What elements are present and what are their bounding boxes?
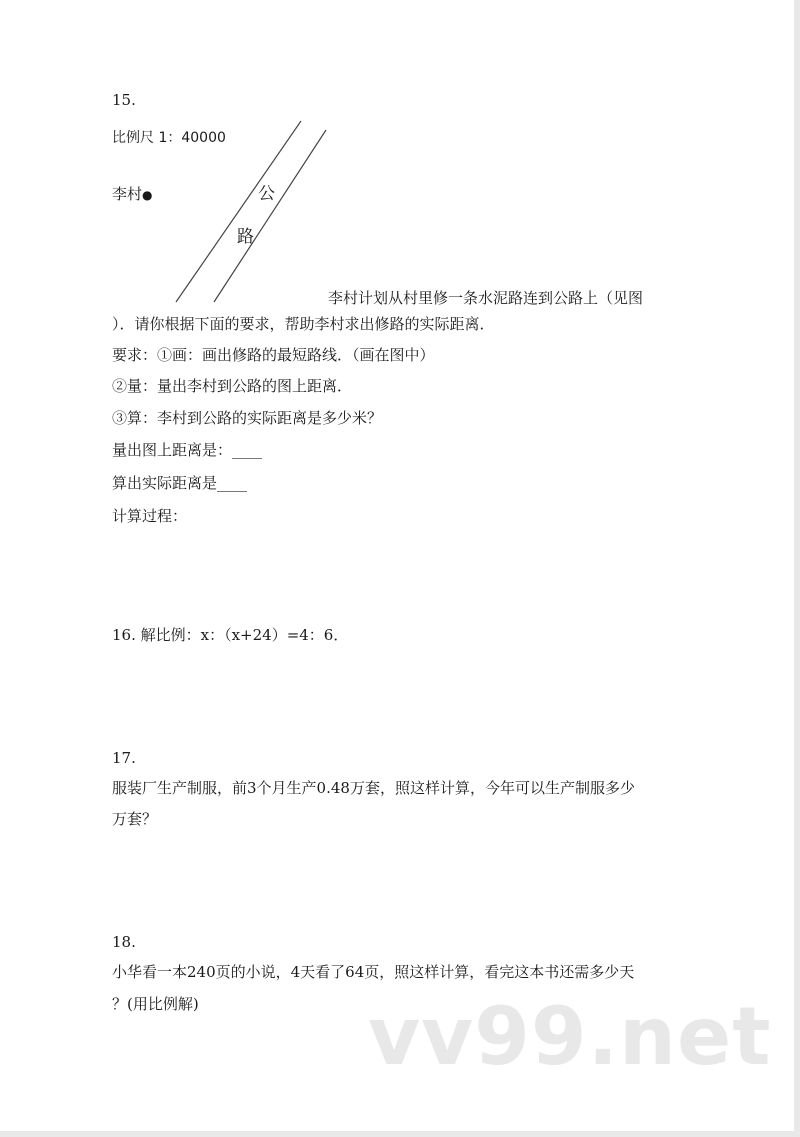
q15-requirement-2: ②量：量出李村到公路的图上距离． — [112, 377, 353, 395]
q18-number: 18. — [112, 933, 136, 951]
q17-number: 17. — [112, 749, 136, 767]
q15-number: 15. — [112, 91, 136, 109]
road-edge-right — [214, 130, 326, 302]
q15-process-label: 计算过程： — [112, 507, 188, 525]
q16-text: 16. 解比例：x：（x+24）=4：6． — [112, 626, 349, 644]
village-label: 李村 — [112, 185, 143, 203]
q15-scale: 比例尺 1：40000 — [112, 130, 226, 146]
village-marker-icon: ● — [142, 188, 153, 202]
road-label-char-2: 路 — [237, 227, 254, 247]
q15-requirement-3: ③算：李村到公路的实际距离是多少米？ — [112, 409, 383, 427]
q18-line-2: ？(用比例解) — [112, 995, 199, 1013]
page-edge-bottom — [0, 1131, 800, 1137]
road-label-char-1: 公 — [258, 184, 275, 204]
q15-measure-blank: 量出图上距离是：____ — [112, 441, 263, 459]
q18-line-1: 小华看一本240页的小说，4天看了64页，照这样计算，看完这本书还需多少天 — [112, 963, 635, 981]
watermark: vv99.net — [368, 990, 772, 1083]
q17-line-1: 服装厂生产制服，前3个月生产0.48万套，照这样计算，今年可以生产制服多少 — [112, 779, 635, 797]
q15-text-line-2: ）．请你根据下面的要求，帮助李村求出修路的实际距离． — [112, 315, 495, 333]
q15-calc-blank: 算出实际距离是____ — [112, 474, 248, 492]
road-diagram — [0, 0, 800, 320]
road-edge-left — [176, 121, 301, 302]
q15-text-line-1: 李村计划从村里修一条水泥路连到公路上（见图 — [328, 289, 644, 307]
q15-requirement-1: 要求：①画：画出修路的最短路线．（画在图中） — [112, 346, 435, 364]
q17-line-2: 万套？ — [112, 810, 158, 828]
